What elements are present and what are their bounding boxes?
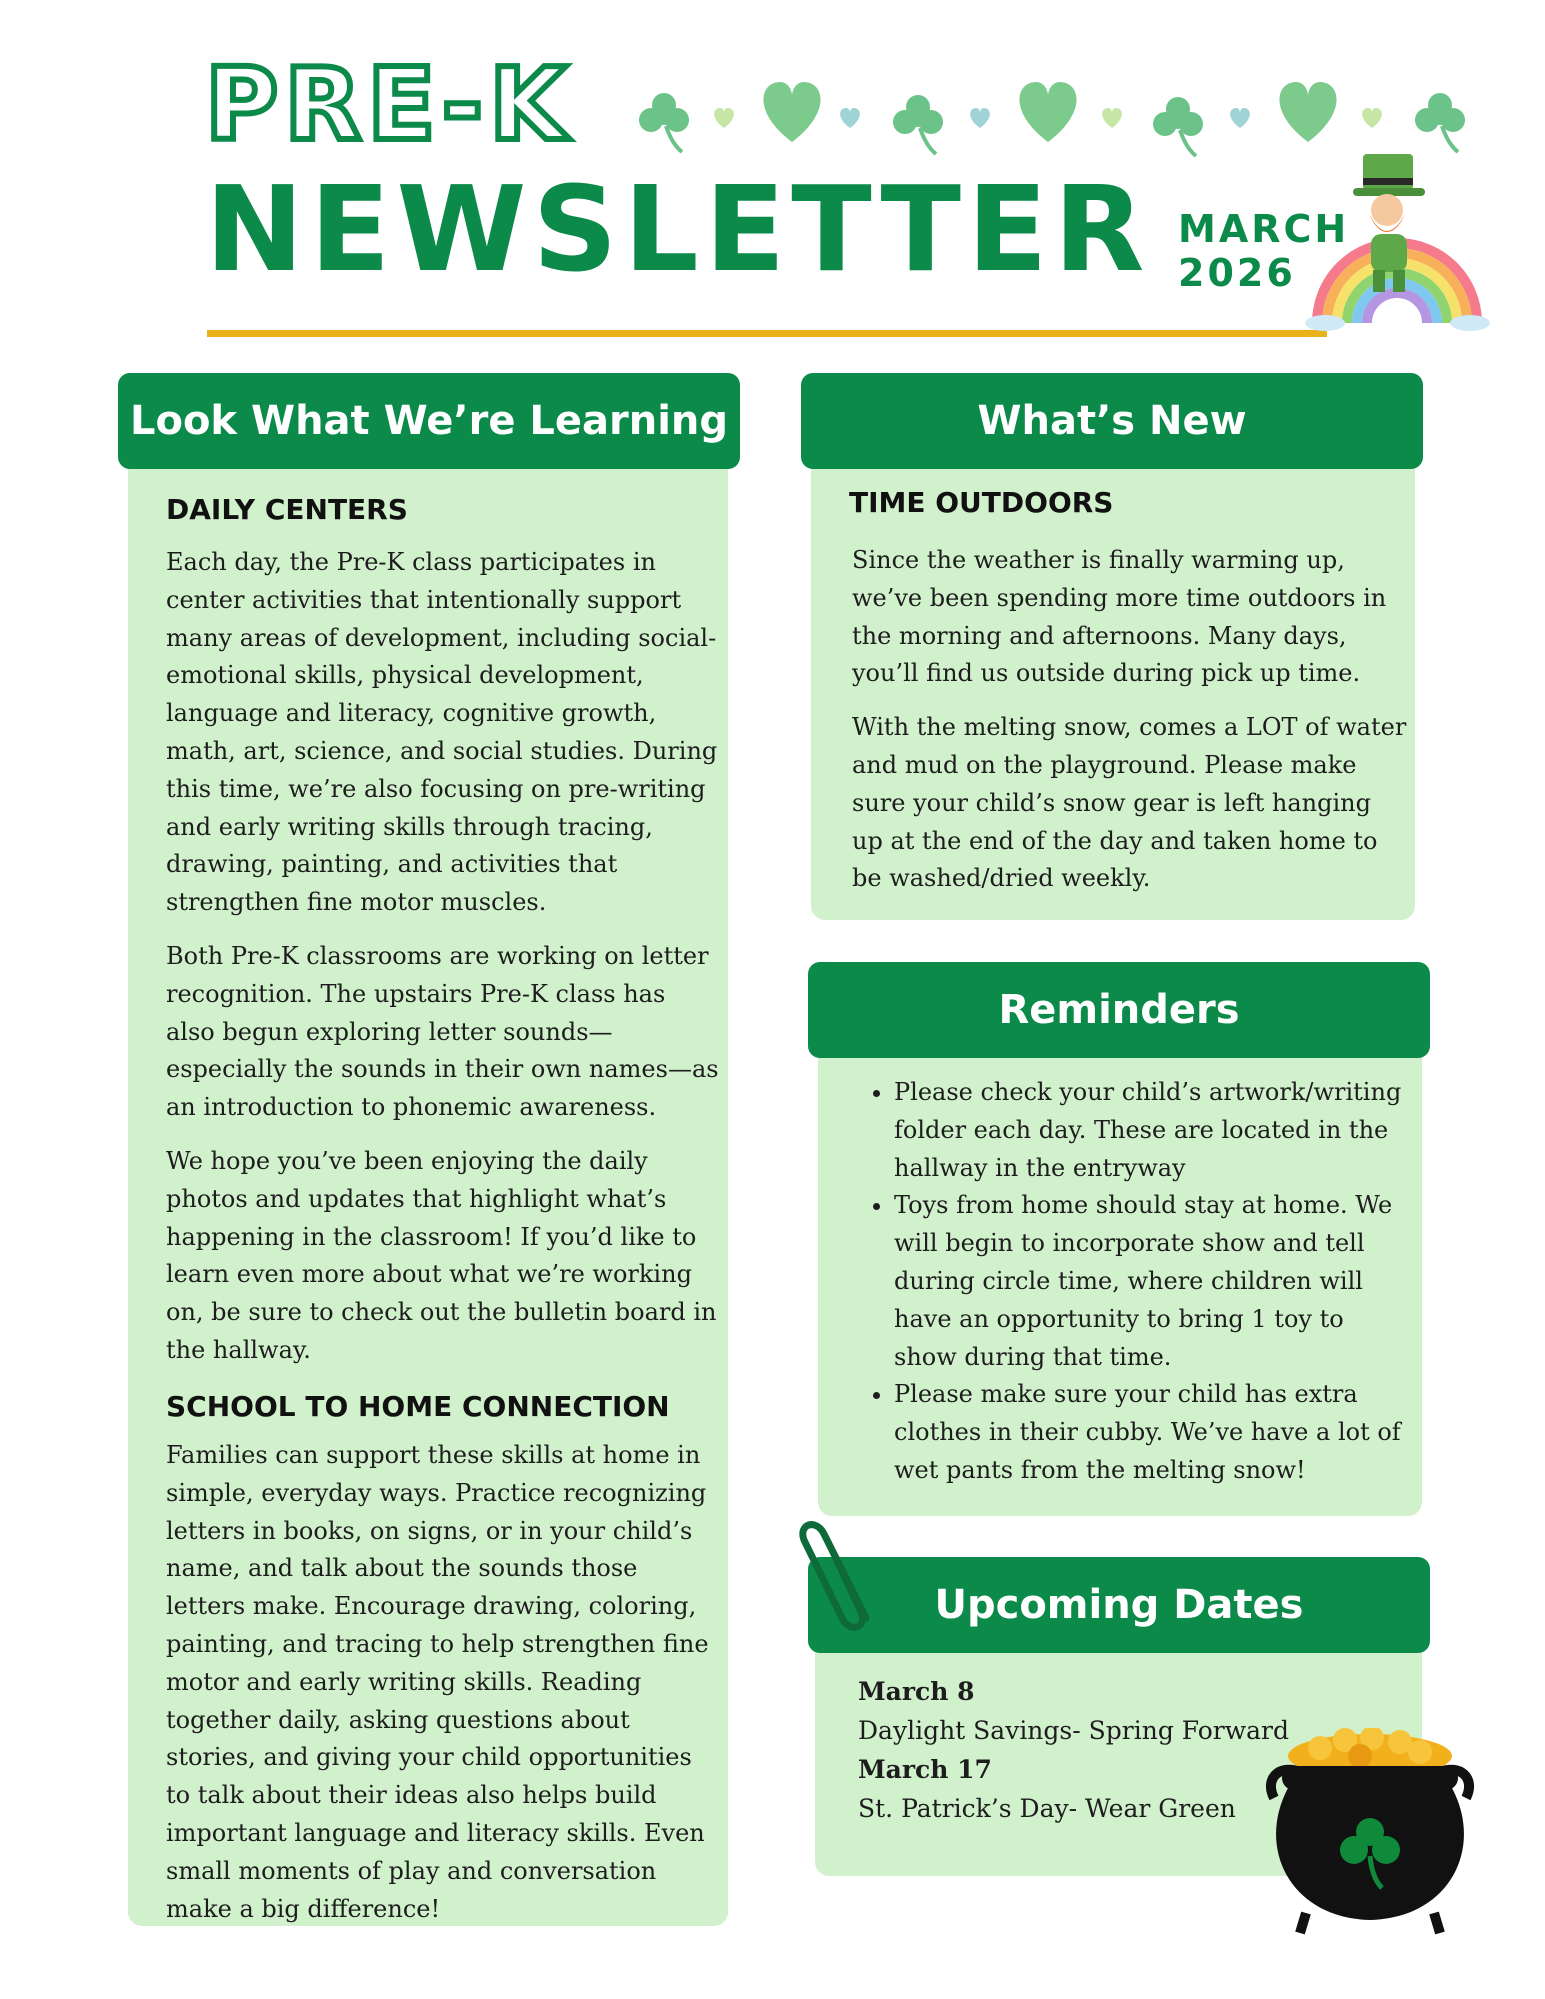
title-prek: PRE-K	[205, 46, 573, 163]
event-date: March 17	[858, 1755, 992, 1784]
whats-new-heading: What’s New	[801, 373, 1423, 469]
whats-new-body	[852, 542, 1407, 914]
issue-year: 2026	[1178, 250, 1296, 295]
event-description: Daylight Savings- Spring Forward	[858, 1716, 1290, 1745]
title-newsletter: NEWSLETTER	[205, 160, 1151, 298]
home-connection-body	[166, 1437, 721, 1944]
time-outdoors-title: TIME OUTDOORS	[849, 486, 1114, 519]
issue-month: MARCH	[1178, 207, 1350, 251]
school-home-title: SCHOOL TO HOME CONNECTION	[166, 1390, 670, 1423]
home-connection-paragraph: Families can support these skills at home in simple, everyday ways. Practice recognizing letters in books, on signs, or in your child’s name, and talk about the sounds those letters make. Encourage drawing, coloring, painting, and tracing to help strengthen fine motor and early writing skills. Reading together daily, asking questions about stories, and giving your child opportunities to talk about their ideas also helps build important language and literacy skills. Even small moments of play and conversation make a big difference!	[166, 1441, 709, 1923]
reminder-item: • Please check your child’s artwork/writing folder each day. These are located in the hallway in the entryway	[894, 1074, 1412, 1187]
learning-paragraph-1: Each day, the Pre-K class participates in center activities that intentionally support many areas of development, including social-emotional skills, physical development, language and literacy, cognitive growth, math, art, science, and social studies. During this time, we’re also focusing on pre-writing and early writing skills through tracing, drawing, painting, and activities that strengthen fine motor muscles.	[166, 548, 718, 917]
reminder-item: • Toys from home should stay at home. We will begin to incorporate show and tell during circle time, where children will have an opportunity to bring 1 toy to show during that time.	[894, 1187, 1412, 1376]
event-date: March 8	[858, 1677, 975, 1706]
whats-new-paragraph-1: Since the weather is finally warming up, we’ve been spending more time outdoors in the morning and afternoons. Many days, you’ll find us outside during pick up time.	[852, 546, 1387, 688]
daily-centers-title: DAILY CENTERS	[166, 493, 408, 526]
learning-paragraph-2: Both Pre-K classrooms are working on letter recognition. The upstairs Pre-K class has also begun exploring letter sounds—especially the sounds in their own names—as an introduction to phonemic awareness.	[166, 941, 719, 1122]
whats-new-paragraph-2: With the melting snow, comes a LOT of water and mud on the playground. Please make sure your child’s snow gear is left hanging up at the end of the day and taken home to be washed/dried weekly.	[852, 713, 1407, 893]
reminders-heading: Reminders	[808, 962, 1430, 1058]
event-description: St. Patrick’s Day- Wear Green	[858, 1794, 1236, 1823]
learning-paragraph-3: We hope you’ve been enjoying the daily photos and updates that highlight what’s happening in the classroom! If you’d like to learn even more about what we’re working on, be sure to check out the bulletin board in the hallway.	[166, 1146, 717, 1364]
pot-of-gold-icon	[1260, 1728, 1480, 1943]
leprechaun-rainbow-icon	[1305, 148, 1490, 333]
reminder-item: • Please make sure your child has extra clothes in their cubby. We’ve have a lot of wet pants from the melting snow!	[894, 1376, 1412, 1489]
reminders-list	[852, 1074, 1412, 1490]
reminders-list-wrap	[852, 1074, 1412, 1490]
learning-body	[166, 544, 721, 1386]
learning-heading: Look What We’re Learning	[118, 373, 740, 469]
upcoming-heading: Upcoming Dates	[808, 1557, 1430, 1653]
paperclip-icon	[796, 1506, 886, 1641]
header-divider	[207, 330, 1327, 337]
